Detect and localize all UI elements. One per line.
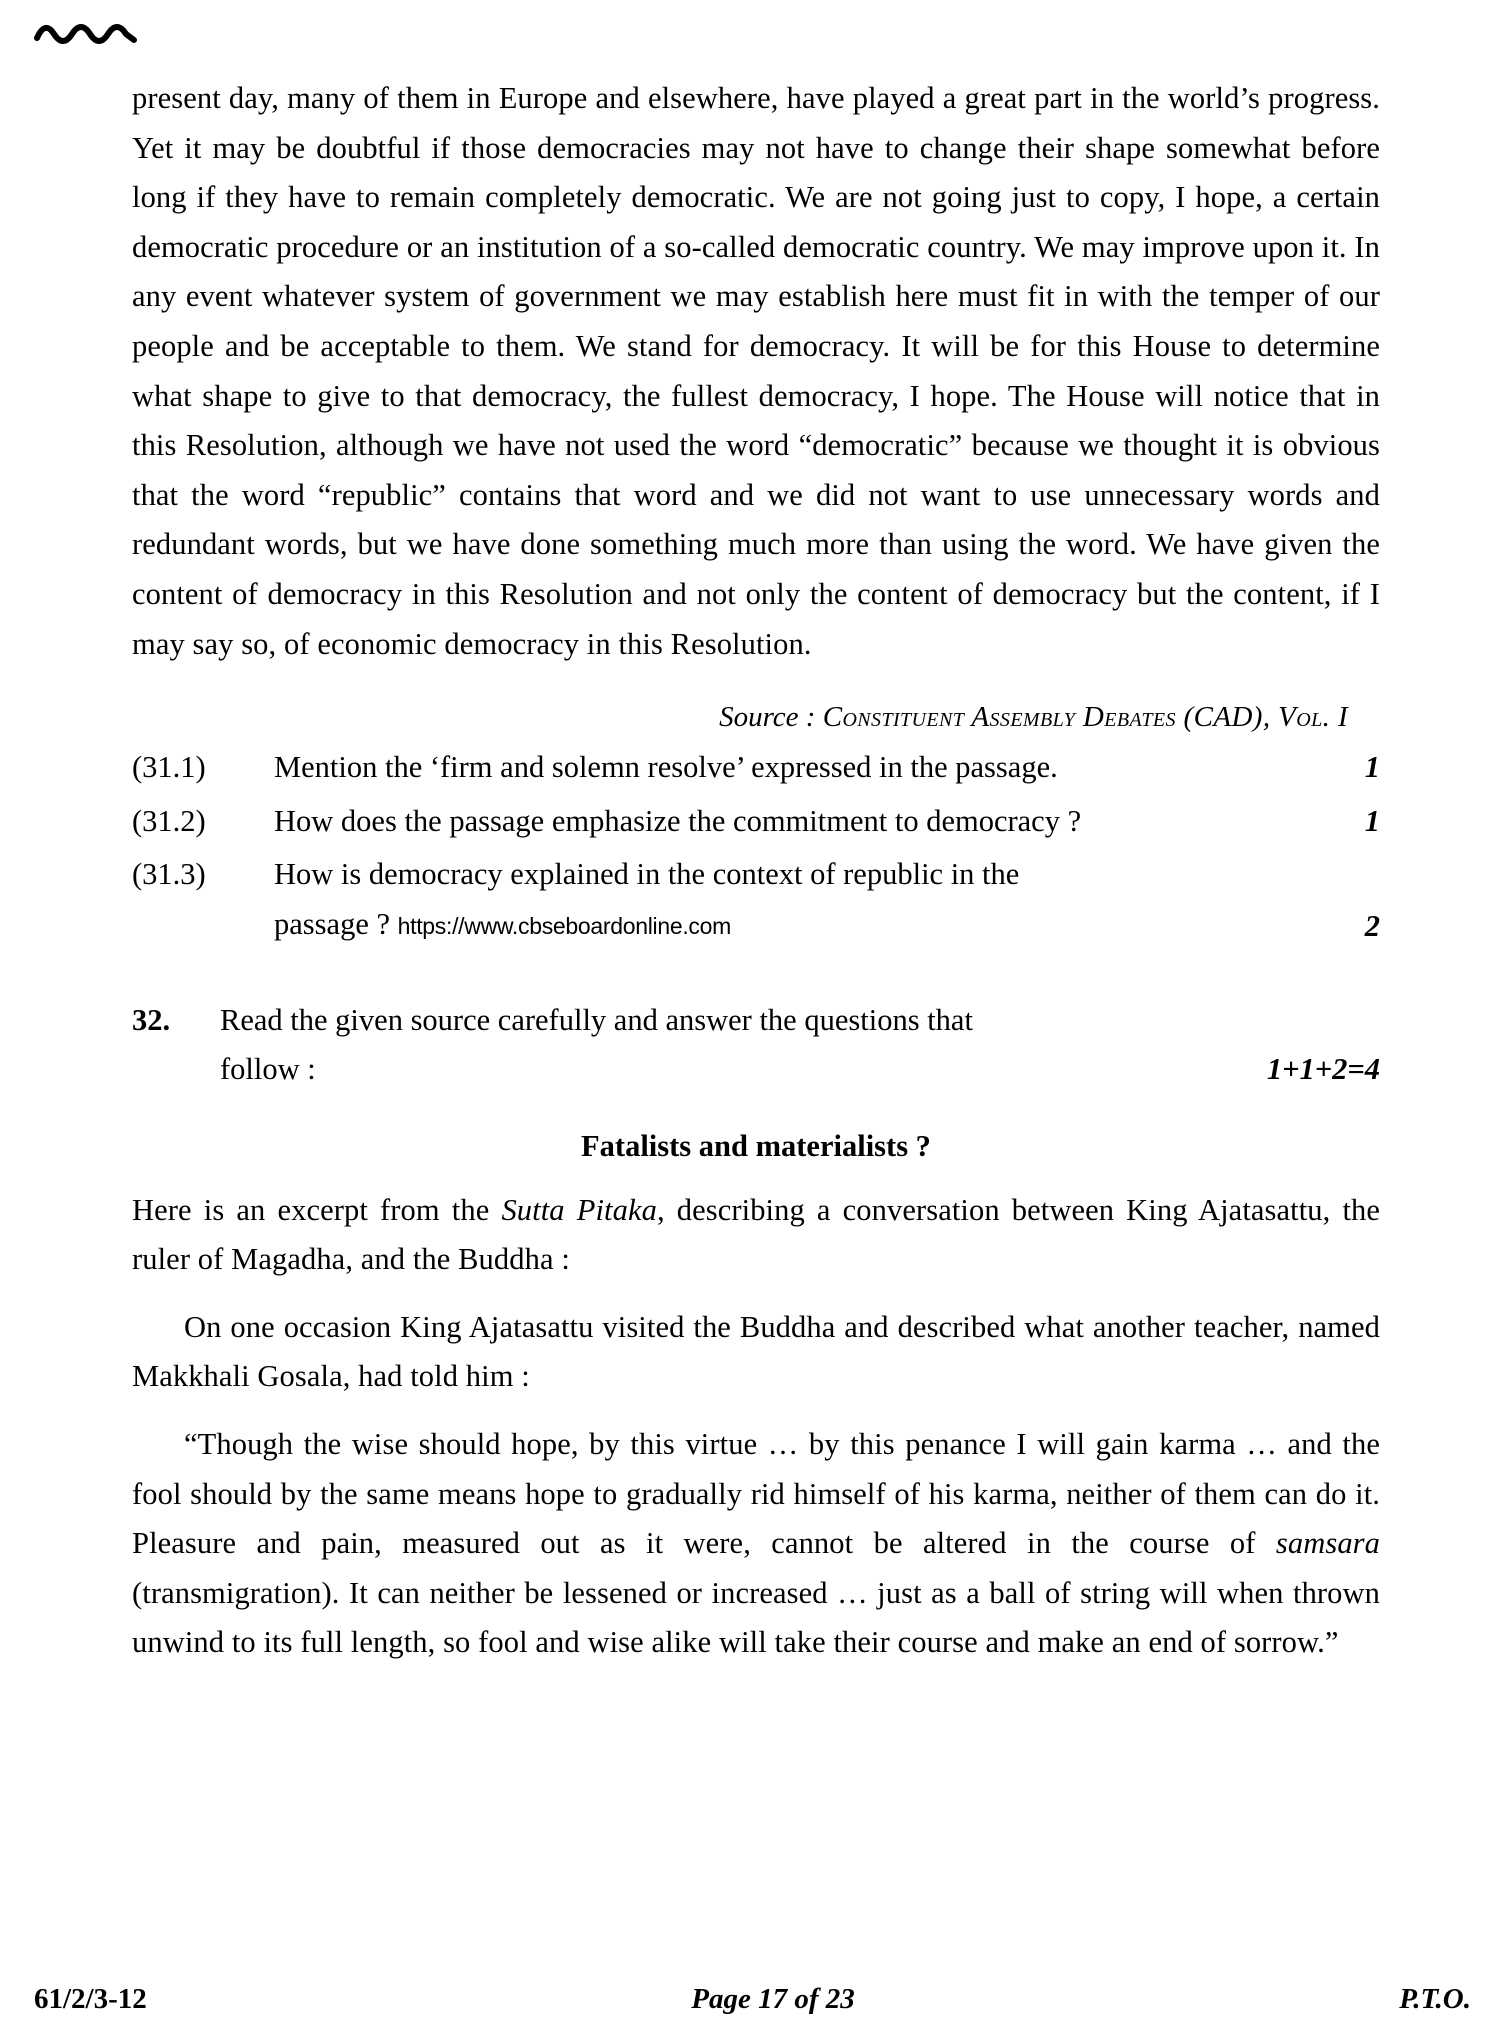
- passage-paragraph: present day, many of them in Europe and elsewhere, have played a great part in the world’s progress. Yet it may be doubtful if those democracies may not have to change their shape somewhat before long if they have to remain completely democratic. We are not going just to copy, I hope, a certain democratic procedure or an institution of a so-called democratic country. We may improve upon it. In any event whatever system of government we may establish here must fit in with the temper of our people and be acceptable to them. We stand for democracy. It will be for this House to determine what shape to give to that democracy, the fullest democracy, I hope. The House will notice that in this Resolution, although we have not used the word “democratic” because we thought it is obvious that the word “republic” contains that word and we did not want to use unnecessary words and redundant words, but we have done something much more than using the word. We have given the content of democracy in this Resolution and not only the content of democracy but the content, if I may say so, of economic democracy in this Resolution.: [132, 81, 1380, 661]
- subquestion-31-2: [132, 797, 1380, 847]
- subquestion-marks: 2: [1364, 908, 1380, 943]
- subquestion-text: [274, 850, 1284, 951]
- paper-code: 61/2/3-12: [34, 1983, 147, 2015]
- subquestion-number: (31.3): [132, 857, 206, 892]
- subquestion-marks: 1: [1364, 750, 1380, 785]
- source-heading: Fatalists and materialists ?: [581, 1128, 931, 1163]
- subquestion-31-1: [132, 743, 1380, 793]
- subquestion-31-3: [132, 850, 1380, 951]
- source-intro-paragraph: [132, 1186, 1380, 1285]
- page-number-label: Page 17 of 23: [691, 1983, 855, 2015]
- question-body: [220, 996, 1380, 1095]
- subquestion-number: (31.1): [132, 750, 206, 785]
- question-line-2: [220, 1045, 1380, 1095]
- subquestion-line-2: [274, 900, 1284, 952]
- subquestion-line-1: How is democracy explained in the context of republic in the: [274, 857, 1020, 892]
- watermark-url: https://www.cbseboardonline.com: [397, 912, 731, 939]
- intro-text-before: Here is an excerpt from the: [132, 1192, 502, 1227]
- quote-text-part-1: “Though the wise should hope, by this virtue … by this penance I will gain karma … and the fool should by the same means hope to gradually rid himself of his karma, neither of them can do it. Pleasure and pain, measured out as it were, cannot be altered in the course of: [132, 1427, 1380, 1561]
- wave-squiggle-icon: [34, 12, 144, 56]
- question-marks: 1+1+2=4: [1266, 1052, 1380, 1087]
- subquestion-marks: 1: [1364, 803, 1380, 838]
- source-narrative-paragraph: On one occasion King Ajatasattu visited the Buddha and described what another teacher, named Makkhali Gosala, had told him :: [132, 1309, 1380, 1394]
- page-content: [132, 74, 1380, 1668]
- source-title: Constituent Assembly Debates (CAD): [822, 701, 1263, 734]
- sutta-pitaka-title: Sutta Pitaka: [501, 1192, 657, 1227]
- intro-text-after: , describing a conversation between King Ajatasattu, the ruler of Magadha, and the Buddha :: [132, 1192, 1381, 1277]
- source-volume: , Vol. I: [1262, 701, 1348, 734]
- question-line-2-text: follow :: [220, 1052, 316, 1087]
- paragraph-spacer: [132, 1285, 1380, 1303]
- samsara-term: samsara: [1275, 1526, 1380, 1561]
- pto-label: P.T.O.: [1399, 1983, 1471, 2015]
- subquestion-text: How does the passage emphasize the commitment to democracy ?: [274, 803, 1082, 838]
- source-label: Source :: [719, 701, 823, 734]
- quote-text-part-2: (transmigration). It can neither be lessened or increased … just as a ball of string will when thrown unwind to its full length, so fool and wise alike will take their course and make an end of sorrow.”: [132, 1575, 1380, 1660]
- question-line-1: Read the given source carefully and answer the questions that: [220, 1002, 973, 1037]
- question-number: 32.: [132, 1002, 171, 1037]
- subquestion-number: (31.2): [132, 803, 206, 838]
- question-32: [132, 996, 1380, 1095]
- paragraph-spacer: [132, 1402, 1380, 1420]
- subquestion-text: Mention the ‘firm and solemn resolve’ expressed in the passage.: [274, 750, 1058, 785]
- source-attribution: [132, 695, 1380, 739]
- subquestion-line-2-text: passage ?: [274, 906, 398, 941]
- source-quote-paragraph: [132, 1420, 1380, 1668]
- page-footer: [34, 1983, 1471, 2016]
